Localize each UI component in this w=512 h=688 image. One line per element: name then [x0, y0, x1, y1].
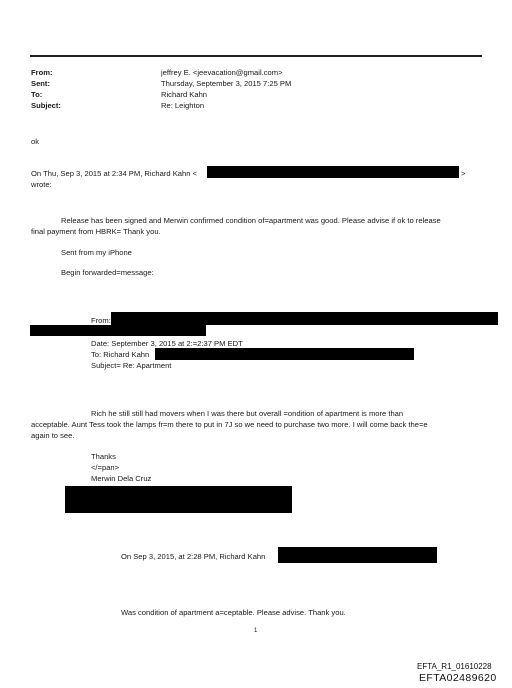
merwin-thanks: Thanks [91, 452, 116, 461]
sent-label: Sent: [31, 79, 50, 88]
quote-intro: On Thu, Sep 3, 2015 at 2:34 PM, Richard Kahn < [31, 169, 197, 178]
message-line-1: Release has been signed and Merwin confirmed condition of=apartment was good. Please advise if ok to release [61, 216, 441, 225]
quote-intro-wrote: wrote: [31, 180, 52, 189]
redaction-box [30, 325, 206, 336]
merwin-pan: </=pan> [91, 463, 120, 472]
bates-number-large: EFTA02489620 [419, 672, 497, 684]
forwarded-from-label: From: [91, 316, 111, 325]
forwarded-subject: Subject= Re: Apartment [91, 361, 172, 370]
bates-number-small: EFTA_R1_01610228 [417, 662, 492, 671]
redaction-box [155, 348, 414, 360]
merwin-line-3: again to see. [31, 431, 75, 440]
redaction-box [65, 486, 292, 513]
reply-text: ok [31, 137, 40, 146]
sent-from-line: Sent from my iPhone [61, 248, 132, 257]
begin-forwarded-line: Begin forwarded=message: [61, 268, 154, 277]
message-line-2: final payment from HBRK= Thank you. [31, 227, 161, 236]
merwin-line-2: acceptable. Aunt Tess took the lamps fr=m there to put in 7J so we need to purchase two more. I will come back the=e [31, 420, 428, 429]
redaction-box [207, 166, 459, 178]
from-label: From: [31, 68, 53, 77]
forwarded-to: To: Richard Kahn [91, 350, 150, 359]
to-label: To: [31, 90, 43, 99]
quote-intro-close: > [461, 169, 466, 178]
sent-value: Thursday, September 3, 2015 7:25 PM [161, 79, 292, 88]
redaction-box [278, 547, 437, 563]
from-value: jeffrey E. <jeevacation@gmail.com> [161, 68, 283, 77]
to-value: Richard Kahn [161, 90, 208, 99]
merwin-signature: Merwin Dela Cruz [91, 474, 152, 483]
earlier-message: Was condition of apartment a=ceptable. Please advise. Thank you. [121, 608, 346, 617]
header-rule [30, 55, 482, 57]
page-number: 1 [254, 628, 258, 634]
forwarded-date: Date: September 3, 2015 at 2:=2:37 PM EDT [91, 339, 243, 348]
redaction-box [111, 312, 498, 325]
subject-value: Re: Leighton [161, 101, 205, 110]
earlier-intro: On Sep 3, 2015, at 2:28 PM, Richard Kahn [121, 552, 266, 561]
subject-label: Subject: [31, 101, 61, 110]
merwin-line-1: Rich he still still had movers when I was there but overall =ondition of apartment is more than [91, 409, 404, 418]
